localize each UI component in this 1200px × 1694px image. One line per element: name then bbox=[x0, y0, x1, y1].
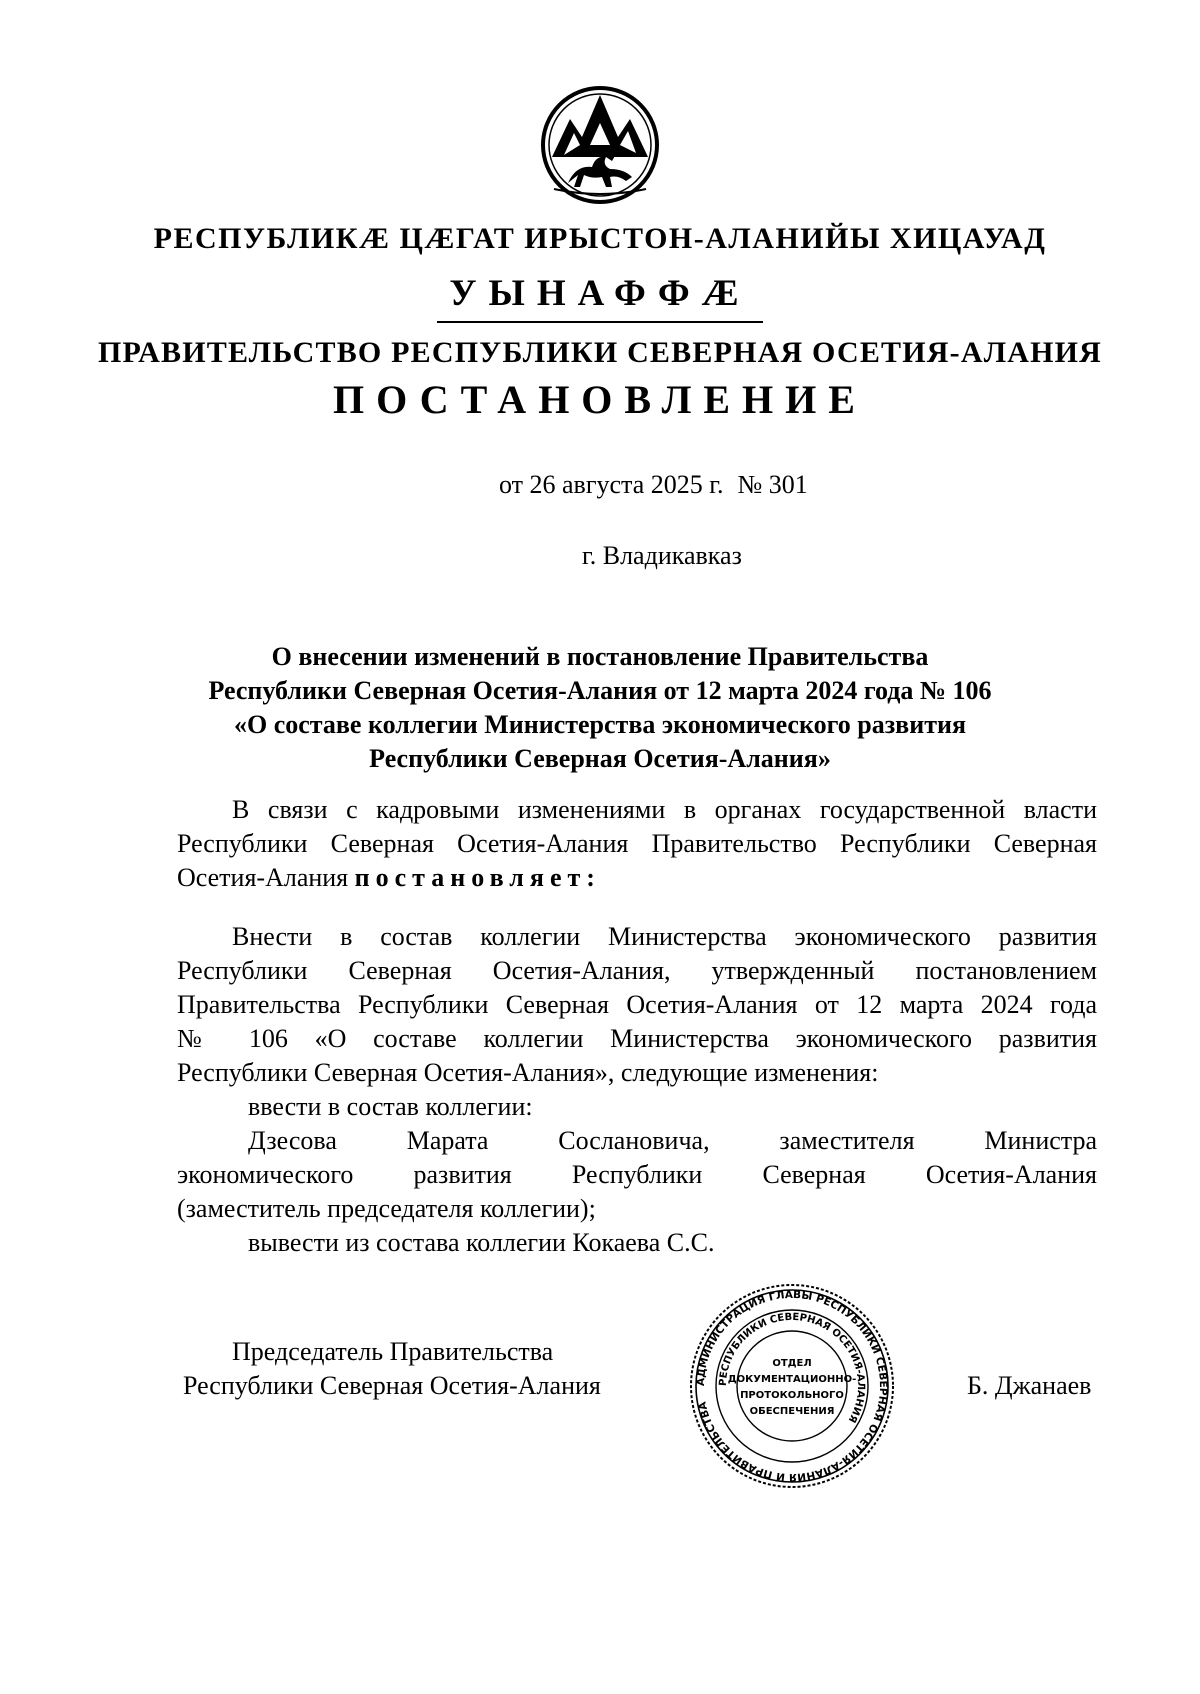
body-line: Республики Северная Осетия-Алания, утвержденный постановлением bbox=[177, 956, 1097, 985]
body-line: Республики Северная Осетия-Алания», следующие изменения: bbox=[177, 1058, 879, 1087]
body-line: экономического развития Республики Северная Осетия-Алания bbox=[177, 1160, 1097, 1189]
signatory-title: Председатель Правительства bbox=[232, 1337, 554, 1366]
seal-center-line: ПРОТОКОЛЬНОГО bbox=[740, 1390, 844, 1401]
title-line: Республики Северная Осетия-Алания от 12 марта 2024 года № 106 bbox=[208, 676, 992, 705]
title-line: Республики Северная Осетия-Алания» bbox=[369, 744, 831, 773]
document-title bbox=[150, 640, 1050, 776]
title-line: «О составе коллегии Министерства экономического развития bbox=[233, 710, 967, 739]
ossetian-document-type: УЫНАФФÆ bbox=[449, 273, 751, 314]
resolution-keyword: постановляет: bbox=[354, 863, 601, 892]
russian-document-type: ПОСТАНОВЛЕНИЕ bbox=[333, 377, 867, 422]
document-date-line bbox=[499, 470, 808, 500]
body-line: Внести в состав коллегии Министерства экономического развития bbox=[232, 922, 1097, 951]
document-number: № 301 bbox=[737, 470, 808, 499]
seal-center-line: ОТДЕЛ bbox=[772, 1358, 812, 1369]
body-line: вывести из состава коллегии Кокаева С.С. bbox=[248, 1228, 715, 1257]
body-line: Дзесова Марата Сослановича, заместителя Министра bbox=[248, 1126, 1097, 1155]
russian-government-name: ПРАВИТЕЛЬСТВО РЕСПУБЛИКИ СЕВЕРНАЯ ОСЕТИЯ-АЛАНИЯ bbox=[97, 336, 1103, 369]
signatory-name: Б. Джанаев bbox=[967, 1371, 1092, 1400]
body-line: ввести в состав коллегии: bbox=[248, 1092, 533, 1121]
title-line: О внесении изменений в постановление Правительства bbox=[271, 642, 929, 671]
signatory-title: Республики Северная Осетия-Алания bbox=[183, 1371, 601, 1400]
coat-of-arms-emblem bbox=[540, 85, 660, 205]
seal-center-line: ДОКУМЕНТАЦИОННО- bbox=[727, 1374, 857, 1385]
body-line: № 106 «О составе коллегии Министерства экономического развития bbox=[177, 1024, 1097, 1053]
body-line: (заместитель председателя коллегии); bbox=[177, 1194, 596, 1223]
preamble-line: В связи с кадровыми изменениями в органах государственной власти bbox=[232, 795, 1097, 824]
header-divider bbox=[437, 321, 763, 323]
ossetian-government-name: РЕСПУБЛИКÆ ЦÆГАТ ИРЫСТОН-АЛАНИЙЫ ХИЦАУАД bbox=[153, 222, 1047, 255]
preamble-line: Республики Северная Осетия-Алания Правительство Республики Северная bbox=[177, 829, 1097, 858]
preamble-prefix: Осетия-Алания bbox=[177, 863, 349, 892]
seal-outer-text: АДМИНИСТРАЦИЯ ГЛАВЫ РЕСПУБЛИКИ СЕВЕРНАЯ ОСЕТИЯ-АЛАНИЯ И ПРАВИТЕЛЬСТВА bbox=[694, 1288, 890, 1484]
body-line: Правительства Республики Северная Осетия-Алания от 12 марта 2024 года bbox=[177, 990, 1097, 1019]
official-seal-stamp bbox=[688, 1282, 896, 1490]
document-city: г. Владикавказ bbox=[582, 541, 742, 570]
seal-center-line: ОБЕСПЕЧЕНИЯ bbox=[749, 1406, 835, 1417]
seal-inner-text: РЕСПУБЛИКИ СЕВЕРНАЯ ОСЕТИЯ-АЛАНИЯ bbox=[717, 1311, 867, 1425]
document-date: от 26 августа 2025 г. bbox=[499, 470, 724, 499]
preamble-line bbox=[177, 863, 601, 893]
